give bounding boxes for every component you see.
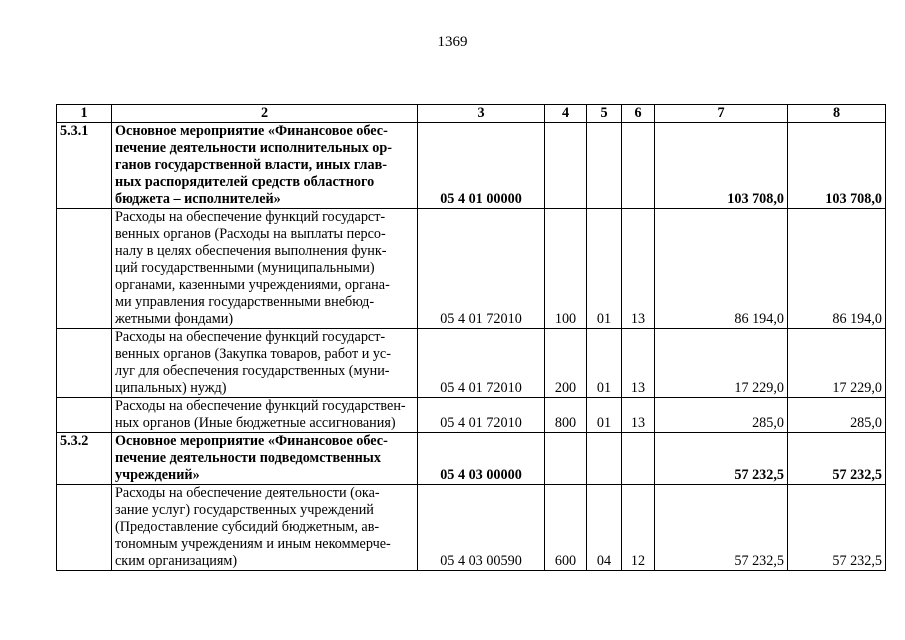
- budget-code: 05 4 03 00000: [418, 433, 545, 485]
- budget-code: 05 4 01 72010: [418, 398, 545, 433]
- description-line: тономным учреждениям и иным некоммерче-: [115, 536, 391, 552]
- table-body: [57, 123, 886, 571]
- amount-col8: 86 194,0: [788, 209, 886, 329]
- expense-type-code: 600: [545, 485, 587, 571]
- row-number: 5.3.1: [57, 123, 112, 209]
- subsection-code: 13: [622, 329, 655, 398]
- row-number: [57, 209, 112, 329]
- table-row: [57, 329, 886, 398]
- page-number: 1369: [437, 34, 468, 50]
- description-line: (Предоставление субсидий бюджетным, ав-: [115, 519, 380, 535]
- col-header-1: 1: [57, 105, 112, 123]
- row-description: [112, 433, 418, 485]
- description-line: Расходы на обеспечение функций государст-: [115, 329, 386, 345]
- amount-col8: 57 232,5: [788, 485, 886, 571]
- description-line: ных органов (Иные бюджетные ассигнования): [115, 415, 396, 431]
- amount-col8: 17 229,0: [788, 329, 886, 398]
- description-line: Расходы на обеспечение функций государст-: [115, 209, 386, 225]
- col-header-2: 2: [112, 105, 418, 123]
- description-line: ных распорядителей средств областного: [115, 174, 375, 190]
- budget-code: 05 4 01 00000: [418, 123, 545, 209]
- description-line: Основное мероприятие «Финансовое обес-: [115, 123, 388, 139]
- expense-type-code: 800: [545, 398, 587, 433]
- description-line: органами, казенными учреждениями, органа-: [115, 277, 390, 293]
- budget-table: [56, 104, 886, 571]
- description-line: учреждений»: [115, 467, 200, 483]
- amount-col7: 86 194,0: [655, 209, 788, 329]
- col-header-5: 5: [587, 105, 622, 123]
- expense-type-code: [545, 123, 587, 209]
- description-line: ций государственными (муниципальными): [115, 260, 375, 276]
- row-description: [112, 209, 418, 329]
- section-code: 04: [587, 485, 622, 571]
- section-code: 01: [587, 329, 622, 398]
- description-line: Основное мероприятие «Финансовое обес-: [115, 433, 388, 449]
- amount-col7: 285,0: [655, 398, 788, 433]
- subsection-code: [622, 123, 655, 209]
- table-row: [57, 433, 886, 485]
- amount-col8: 285,0: [788, 398, 886, 433]
- description-line: налу в целях обеспечения выполнения функ-: [115, 243, 387, 259]
- description-line: печение деятельности исполнительных ор-: [115, 140, 392, 156]
- budget-code: 05 4 03 00590: [418, 485, 545, 571]
- row-description: [112, 329, 418, 398]
- col-header-4: 4: [545, 105, 587, 123]
- description-line: Расходы на обеспечение функций государствен-: [115, 398, 406, 414]
- col-header-8: 8: [788, 105, 886, 123]
- description-line: бюджета – исполнителей»: [115, 191, 281, 207]
- description-line: ганов государственной власти, иных глав-: [115, 157, 387, 173]
- description-line: ципальных) нужд): [115, 380, 227, 396]
- row-number: [57, 485, 112, 571]
- description-line: луг для обеспечения государственных (муни-: [115, 363, 390, 379]
- description-line: венных органов (Закупка товаров, работ и ус-: [115, 346, 391, 362]
- section-code: [587, 123, 622, 209]
- expense-type-code: [545, 433, 587, 485]
- row-number: 5.3.2: [57, 433, 112, 485]
- col-header-7: 7: [655, 105, 788, 123]
- description-line: ским организациям): [115, 553, 238, 569]
- expense-type-code: 100: [545, 209, 587, 329]
- description-line: печение деятельности подведомственных: [115, 450, 381, 466]
- description-line: жетными фондами): [115, 311, 234, 327]
- description-line: зание услуг) государственных учреждений: [115, 502, 374, 518]
- amount-col7: 17 229,0: [655, 329, 788, 398]
- section-code: 01: [587, 209, 622, 329]
- table-row: [57, 398, 886, 433]
- amount-col7: 57 232,5: [655, 485, 788, 571]
- budget-code: 05 4 01 72010: [418, 209, 545, 329]
- description-line: ми управления государственными внебюд-: [115, 294, 375, 310]
- table-row: [57, 123, 886, 209]
- row-description: [112, 485, 418, 571]
- row-description: [112, 398, 418, 433]
- section-code: 01: [587, 398, 622, 433]
- subsection-code: 12: [622, 485, 655, 571]
- row-number: [57, 398, 112, 433]
- row-number: [57, 329, 112, 398]
- amount-col8: 57 232,5: [788, 433, 886, 485]
- row-description: [112, 123, 418, 209]
- description-line: Расходы на обеспечение деятельности (ока-: [115, 485, 380, 501]
- description-line: венных органов (Расходы на выплаты персо-: [115, 226, 386, 242]
- budget-code: 05 4 01 72010: [418, 329, 545, 398]
- table-row: [57, 209, 886, 329]
- amount-col8: 103 708,0: [788, 123, 886, 209]
- section-code: [587, 433, 622, 485]
- table-row: [57, 485, 886, 571]
- subsection-code: 13: [622, 209, 655, 329]
- amount-col7: 57 232,5: [655, 433, 788, 485]
- expense-type-code: 200: [545, 329, 587, 398]
- col-header-3: 3: [418, 105, 545, 123]
- col-header-6: 6: [622, 105, 655, 123]
- subsection-code: 13: [622, 398, 655, 433]
- subsection-code: [622, 433, 655, 485]
- amount-col7: 103 708,0: [655, 123, 788, 209]
- header-row: [57, 105, 886, 123]
